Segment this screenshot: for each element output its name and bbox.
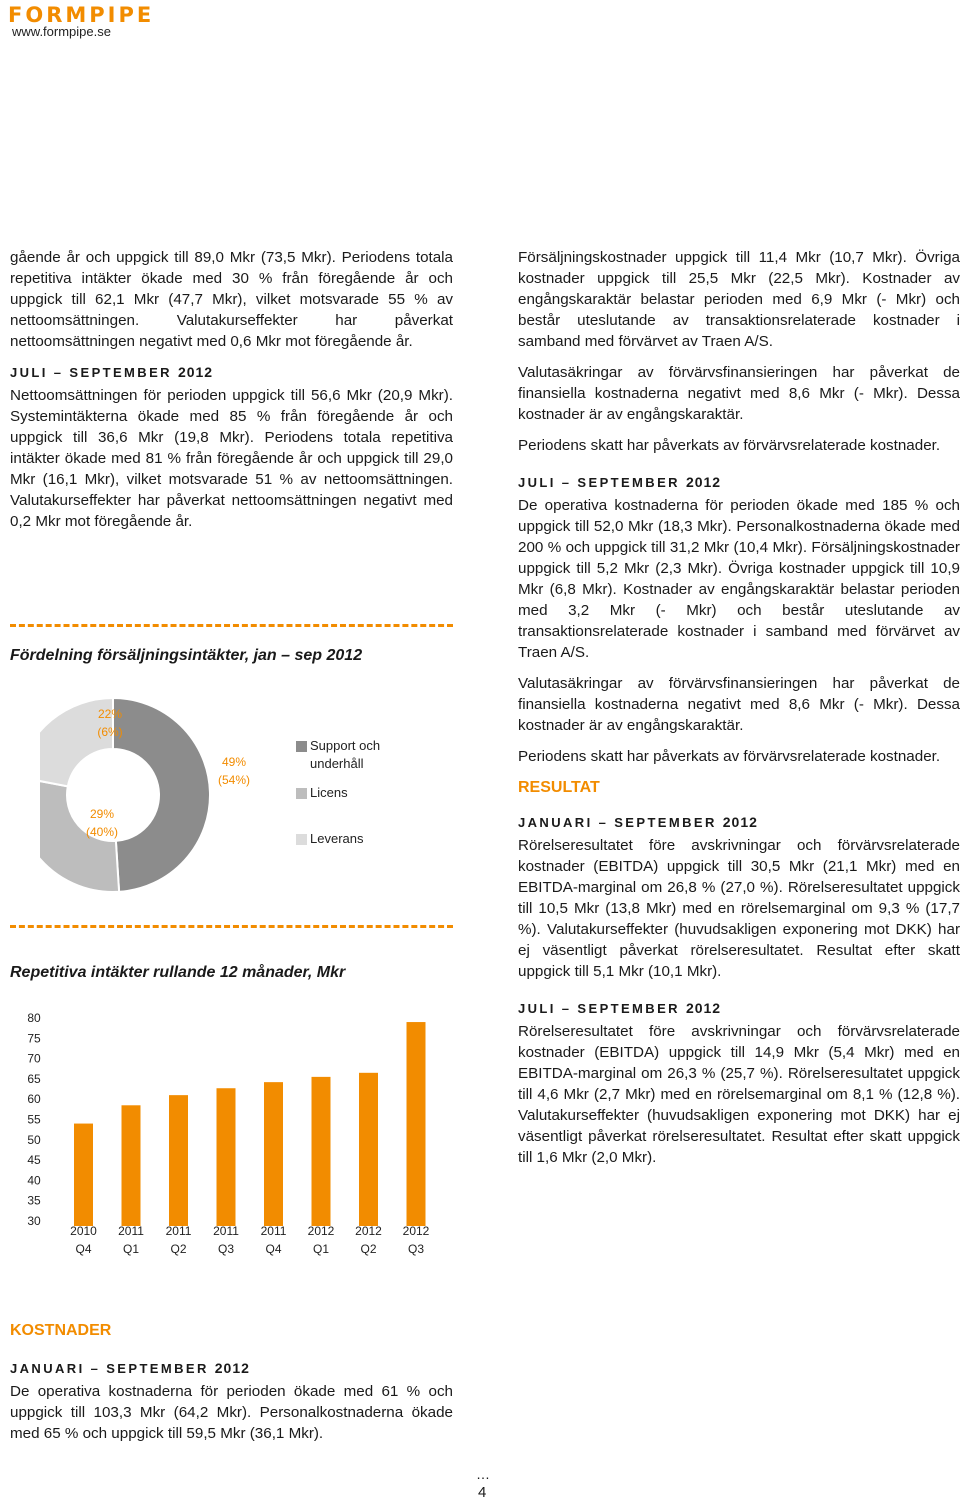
y-tick-label: 75 bbox=[27, 1031, 41, 1046]
right-paragraph-7: Rörelseresultatet före avskrivningar och förvärvsrelaterade kostnader (EBITDA) uppgick till 30,5 Mkr (21,1 Mkr) med en EBITDA-marginal om 26,8 % (27,0 %). Rörelseresultatet uppgick till 10,5 Mkr (13,8 Mkr) med en rörelsemarginal om 9,3 % (17,7 %). Valutakurseffekter (huvudsakligen exponering mot DKK) har ej väsentligt påverkat rörelseresultatet. Resultat efter skatt uppgick till 5,1 Mkr (10,1 Mkr). bbox=[518, 837, 960, 980]
heading-text: JULI – SEPTEMBER bbox=[518, 1001, 680, 1016]
bar-chart-title: Repetitiva intäkter rullande 12 månader, Mkr bbox=[10, 964, 346, 981]
legend-licens: Licens bbox=[310, 785, 348, 800]
y-tick-label: 70 bbox=[27, 1051, 41, 1066]
y-tick-label: 40 bbox=[27, 1173, 41, 1188]
x-tick-quarter: Q2 bbox=[170, 1242, 187, 1256]
y-tick-label: 55 bbox=[27, 1112, 41, 1127]
right-heading-januari-september bbox=[518, 812, 960, 833]
x-tick-quarter: Q4 bbox=[265, 1242, 282, 1256]
left-paragraph-1: gående år och uppgick till 89,0 Mkr (73,5 Mkr). Periodens totala repetitiva intäkter ökade med 30 % från föregående år och uppgick till 62,1 Mkr (47,7 Mkr), vilket motsvarade 55 % av nettoomsättningen. Valutakurseffekter har påverkat nettoomsättningen negativt med 0,6 Mkr mot föregående år. bbox=[10, 249, 453, 350]
right-paragraph-2: Valutasäkringar av förvärvsfinansieringen har påverkat de finansiella kostnaderna negativt med 8,6 Mkr (- Mkr). Dessa kostnader är av engångskaraktär. bbox=[518, 364, 960, 423]
right-paragraph-8: Rörelseresultatet före avskrivningar och förvärvsrelaterade kostnader (EBITDA) uppgick till 14,9 Mkr (5,4 Mkr) med en EBITDA-marginal om 26,3 % (25,7 %). Rörelseresultatet uppgick till 4,6 Mkr (2,7 Mkr) med en rörelsemarginal om 8,1 % (12,8 %). Valutakurseffekter (huvudsakligen exponering mot DKK) har ej väsentligt påverkat rörelseresultatet. Resultat efter skatt uppgick till 1,6 Mkr (2,0 Mkr). bbox=[518, 1023, 960, 1166]
x-tick-quarter: Q3 bbox=[407, 1242, 425, 1256]
x-tick-quarter: Q1 bbox=[122, 1242, 140, 1256]
x-tick-year: 2011 bbox=[118, 1224, 144, 1238]
pie-chart-title: Fördelning försäljningsintäkter, jan – sep 2012 bbox=[10, 647, 363, 664]
x-tick-quarter: Q4 bbox=[75, 1242, 92, 1256]
divider-2 bbox=[10, 925, 453, 928]
pie-label-2: 29% bbox=[89, 807, 115, 821]
heading-text: JANUARI – SEPTEMBER bbox=[518, 815, 717, 830]
divider-1 bbox=[10, 624, 453, 627]
right-paragraph-3: Periodens skatt har påverkats av förvärvsrelaterade kostnader. bbox=[518, 437, 941, 454]
website-url[interactable]: www.formpipe.se bbox=[12, 24, 111, 39]
x-tick-year: 2012 bbox=[307, 1224, 335, 1238]
footer-ellipsis: … bbox=[476, 1466, 490, 1482]
heading-year: 2012 bbox=[685, 1000, 722, 1016]
heading-text: JANUARI – SEPTEMBER bbox=[10, 1361, 209, 1376]
heading-text: JULI – SEPTEMBER bbox=[518, 475, 680, 490]
legend-support: Support och underhåll bbox=[310, 738, 381, 771]
y-tick-label: 50 bbox=[27, 1132, 41, 1147]
heading-year: 2012 bbox=[214, 1360, 250, 1376]
y-tick-label: 65 bbox=[27, 1071, 41, 1086]
section-resultat: RESULTAT bbox=[518, 779, 600, 796]
x-tick-year: 2012 bbox=[402, 1224, 430, 1238]
legend-swatch-licens bbox=[296, 788, 307, 799]
pie-slice-1 bbox=[113, 698, 210, 892]
pie-sublabel-3: (6%) bbox=[97, 725, 123, 739]
x-tick-year: 2012 bbox=[355, 1224, 382, 1238]
y-tick-label: 30 bbox=[27, 1214, 41, 1228]
pie-sublabel-1: (54%) bbox=[217, 773, 251, 787]
y-tick-label: 35 bbox=[27, 1193, 41, 1208]
x-tick-year: 2010 bbox=[70, 1224, 97, 1238]
heading-text: JULI – SEPTEMBER bbox=[10, 365, 172, 380]
legend-leverans: Leverans bbox=[310, 831, 364, 846]
x-tick-quarter: Q1 bbox=[312, 1242, 330, 1256]
right-paragraph-6: Periodens skatt har påverkats av förvärvsrelaterade kostnader. bbox=[518, 748, 941, 765]
y-tick-label: 80 bbox=[27, 1011, 41, 1025]
left-heading-juli-september bbox=[10, 362, 453, 383]
bar-chart bbox=[10, 1000, 450, 1275]
pie-label-1: 49% bbox=[221, 755, 247, 769]
formpipe-logo: FORMPIPE bbox=[8, 3, 155, 27]
pie-label-3: 22% bbox=[97, 707, 123, 721]
legend-swatch-support bbox=[296, 741, 307, 752]
right-column bbox=[518, 247, 960, 1168]
pie-sublabel-2: (40%) bbox=[85, 825, 119, 839]
x-tick-year: 2011 bbox=[213, 1224, 239, 1238]
y-tick-label: 45 bbox=[27, 1153, 41, 1168]
pie-slices bbox=[40, 698, 210, 892]
x-tick-quarter: Q2 bbox=[360, 1242, 377, 1256]
heading-year: 2012 bbox=[177, 364, 214, 380]
x-tick-quarter: Q3 bbox=[217, 1242, 235, 1256]
right-paragraph-1: Försäljningskostnader uppgick till 11,4 Mkr (10,7 Mkr). Övriga kostnader uppgick till 25,5 Mkr (22,5 Mkr). Kostnader av engångskaraktär belastar perioden med 6,9 Mkr (- Mkr) och består uteslutande av transaktionsrelaterade kostnader i samband med förvärvet av Traen A/S. bbox=[518, 249, 960, 350]
heading-year: 2012 bbox=[685, 474, 722, 490]
x-tick-year: 2011 bbox=[260, 1224, 287, 1238]
left-bottom-column bbox=[10, 1358, 453, 1444]
section-kostnader: KOSTNADER bbox=[10, 1322, 112, 1339]
right-paragraph-4: De operativa kostnaderna för perioden ökade med 185 % och uppgick till 52,0 Mkr (18,3 Mkr). Personalkostnaderna ökade med 200 % och uppgick till 31,2 Mkr (10,4 Mkr). Försäljningskostnader uppgick till 5,2 Mkr (2,3 Mkr). Övriga kostnader uppgick till 10,9 Mkr (6,8 Mkr). Kostnader av engångskaraktär belastar perioden med 3,2 Mkr (- Mkr) och består uteslutande av transaktionsrelaterade kostnader i samband med förvärvet av Traen A/S. bbox=[518, 497, 960, 661]
left-column bbox=[10, 247, 453, 542]
right-paragraph-5: Valutasäkringar av förvärvsfinansieringen har påverkat de finansiella kostnaderna negativt med 8,6 Mkr (- Mkr). Dessa kostnader är av engångskaraktär. bbox=[518, 675, 960, 734]
left-heading-januari-september bbox=[10, 1358, 453, 1379]
legend-swatch-leverans bbox=[296, 834, 307, 845]
left-paragraph-2: Nettoomsättningen för perioden uppgick till 56,6 Mkr (20,9 Mkr). Systemintäkterna ökade med 85 % från föregående år och uppgick till 36,6 Mkr (19,8 Mkr). Periodens totala repetitiva intäkter ökade med 81 % från föregående år och uppgick till 29,0 Mkr (16,1 Mkr), vilket motsvarade 51 % av nettoomsättningen. Valutakurseffekter har påverkat nettoomsättningen negativt med 0,2 Mkr mot föregående år. bbox=[10, 387, 453, 530]
right-heading-juli-september bbox=[518, 472, 960, 493]
pie-chart bbox=[40, 690, 460, 900]
y-tick-label: 60 bbox=[27, 1092, 41, 1107]
x-tick-year: 2011 bbox=[165, 1224, 192, 1238]
page-number: 4 bbox=[478, 1484, 487, 1501]
heading-year: 2012 bbox=[722, 814, 758, 830]
right-heading-juli-september-2 bbox=[518, 998, 960, 1019]
left-paragraph-3: De operativa kostnaderna för perioden ökade med 61 % och uppgick till 103,3 Mkr (64,2 Mkr). Personalkostnaderna ökade med 65 % och uppgick till 59,5 Mkr (36,1 Mkr). bbox=[10, 1383, 453, 1442]
